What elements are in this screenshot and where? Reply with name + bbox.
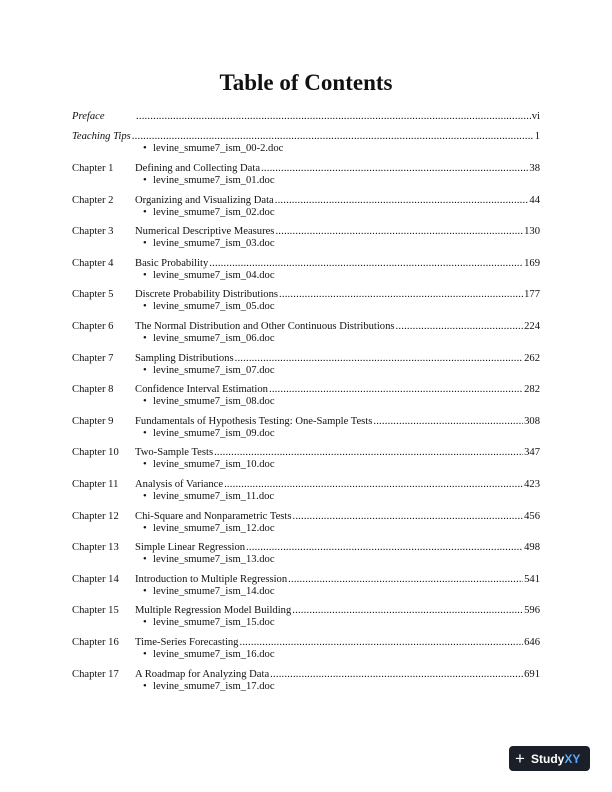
toc-entry-chapter[interactable] [72,163,540,187]
file-list-item [72,491,540,503]
page-number: 177 [524,289,540,300]
leader-dots [373,416,523,428]
file-name: levine_smume7_ism_01.doc [153,175,275,186]
bullet-icon: • [143,554,147,565]
chapter-number: Chapter 14 [72,574,119,585]
toc-entry-preface[interactable] [72,111,540,123]
chapter-title: A Roadmap for Analyzing Data [135,669,270,680]
file-list-item [72,301,540,313]
file-name: levine_smume7_ism_17.doc [153,681,275,692]
file-list-item [72,333,540,345]
toc-entry-chapter[interactable] [72,195,540,219]
file-name: levine_smume7_ism_00-2.doc [153,143,284,154]
file-list-item [72,554,540,566]
bullet-icon: • [143,207,147,218]
toc-entry-chapter[interactable] [72,574,540,598]
leader-dots [235,353,524,365]
leader-dots [269,384,523,396]
file-list-item [72,175,540,187]
leader-dots [209,258,523,270]
chapter-title: The Normal Distribution and Other Continuous Distributions [135,321,395,332]
leader-dots [214,447,523,459]
bullet-icon: • [143,270,147,281]
brand-accent: XY [564,751,581,766]
studyxy-badge[interactable] [509,746,590,771]
page-number: 596 [524,605,540,616]
bullet-icon: • [143,491,147,502]
toc-entry-chapter[interactable] [72,605,540,629]
toc-entry-chapter[interactable] [72,258,540,282]
file-name: levine_smume7_ism_07.doc [153,365,275,376]
toc-entry-chapter[interactable] [72,416,540,440]
file-name: levine_smume7_ism_12.doc [153,523,275,534]
page-number: 423 [524,479,540,490]
chapter-number: Chapter 1 [72,163,114,174]
chapter-number: Chapter 7 [72,353,114,364]
file-name: levine_smume7_ism_02.doc [153,207,275,218]
toc-entry-chapter[interactable] [72,637,540,661]
leader-dots [275,195,529,207]
file-name: levine_smume7_ism_04.doc [153,270,275,281]
chapter-number: Chapter 6 [72,321,114,332]
page-number: 646 [524,637,540,648]
file-list-item [72,586,540,598]
page-number: 224 [524,321,540,332]
page-number: 38 [529,163,540,174]
bullet-icon: • [143,396,147,407]
chapter-title: Basic Probability [135,258,209,269]
leader-dots [224,479,523,491]
page-number: 262 [524,353,540,364]
file-list-item [72,681,540,693]
leader-dots [292,605,523,617]
toc-entry-chapter[interactable] [72,384,540,408]
chapter-title: Simple Linear Regression [135,542,246,553]
toc-entry-chapter[interactable] [72,289,540,313]
chapter-title: Organizing and Visualizing Data [135,195,274,206]
file-name: levine_smume7_ism_03.doc [153,238,275,249]
chapter-number: Chapter 13 [72,542,119,553]
leader-dots [279,289,523,301]
bullet-icon: • [143,333,147,344]
file-list-item [72,207,540,219]
leader-dots [239,637,523,649]
leader-dots [288,574,523,586]
file-list-item [72,143,540,155]
chapter-number: Chapter 5 [72,289,114,300]
chapter-number: Chapter 15 [72,605,119,616]
bullet-icon: • [143,143,147,154]
chapter-number: Chapter 12 [72,511,119,522]
leader-dots [246,542,523,554]
plus-icon: + [515,748,525,768]
toc-entry-teaching-tips[interactable] [72,131,540,155]
file-name: levine_smume7_ism_08.doc [153,396,275,407]
leader-dots [261,163,528,175]
file-name: levine_smume7_ism_13.doc [153,554,275,565]
chapter-title: Sampling Distributions [135,353,234,364]
page-number: 456 [524,511,540,522]
chapter-title: Confidence Interval Estimation [135,384,268,395]
bullet-icon: • [143,617,147,628]
leader-dots [132,131,534,143]
chapter-number: Chapter 11 [72,479,119,490]
toc-entry-chapter[interactable] [72,226,540,250]
leader-dots [292,511,523,523]
chapter-number: Chapter 16 [72,637,119,648]
bullet-icon: • [143,175,147,186]
toc-entry-chapter[interactable] [72,669,540,693]
page-number: 1 [534,131,540,142]
file-name: levine_smume7_ism_09.doc [153,428,275,439]
bullet-icon: • [143,681,147,692]
page-number: 541 [524,574,540,585]
bullet-icon: • [143,586,147,597]
page-number: 44 [529,195,540,206]
chapter-title: Two-Sample Tests [135,447,214,458]
toc-entry-chapter[interactable] [72,321,540,345]
page-number: 130 [524,226,540,237]
file-list-item [72,649,540,661]
file-list-item [72,396,540,408]
bullet-icon: • [143,301,147,312]
bullet-icon: • [143,428,147,439]
chapter-number: Chapter 3 [72,226,114,237]
page-number: 169 [524,258,540,269]
toc-entry-chapter[interactable] [72,353,540,377]
file-name: levine_smume7_ism_14.doc [153,586,275,597]
preface-label: Preface [72,111,105,122]
file-list-item [72,238,540,250]
chapter-title: Introduction to Multiple Regression [135,574,288,585]
file-name: levine_smume7_ism_15.doc [153,617,275,628]
leader-dots [396,321,524,333]
toc-entry-chapter[interactable] [72,479,540,503]
chapter-title: Fundamentals of Hypothesis Testing: One-Sample Tests [135,416,373,427]
leader-dots [275,226,523,238]
chapter-number: Chapter 8 [72,384,114,395]
page-title: Table of Contents [219,70,393,95]
file-list-item [72,523,540,535]
chapter-title: Chi-Square and Nonparametric Tests [135,511,292,522]
file-list-item [72,617,540,629]
page-number: 347 [524,447,540,458]
toc-entry-chapter[interactable] [72,511,540,535]
chapter-number: Chapter 17 [72,669,119,680]
chapter-number: Chapter 4 [72,258,114,269]
leader-dots [270,669,523,681]
bullet-icon: • [143,238,147,249]
leader-dots [136,111,531,123]
chapter-title: Discrete Probability Distributions [135,289,279,300]
chapter-number: Chapter 2 [72,195,114,206]
page-number: vi [531,111,540,122]
chapter-title: Multiple Regression Model Building [135,605,292,616]
chapter-title: Analysis of Variance [135,479,224,490]
file-name: levine_smume7_ism_11.doc [153,491,275,502]
file-list-item [72,459,540,471]
bullet-icon: • [143,649,147,660]
file-list-item [72,428,540,440]
page-number: 691 [524,669,540,680]
file-name: levine_smume7_ism_06.doc [153,333,275,344]
file-list-item [72,365,540,377]
chapter-title: Time-Series Forecasting [135,637,239,648]
brand-main: Study [531,751,565,766]
file-name: levine_smume7_ism_05.doc [153,301,275,312]
file-name: levine_smume7_ism_16.doc [153,649,275,660]
chapter-number: Chapter 10 [72,447,119,458]
page-number: 498 [524,542,540,553]
page-number: 308 [524,416,540,427]
toc-entry-chapter[interactable] [72,542,540,566]
chapter-title: Defining and Collecting Data [135,163,261,174]
toc-entry-chapter[interactable] [72,447,540,471]
bullet-icon: • [143,365,147,376]
file-name: levine_smume7_ism_10.doc [153,459,275,470]
file-list-item [72,270,540,282]
teaching-tips-label: Teaching Tips [72,131,131,142]
bullet-icon: • [143,459,147,470]
chapter-title: Numerical Descriptive Measures [135,226,275,237]
bullet-icon: • [143,523,147,534]
page-number: 282 [524,384,540,395]
chapter-number: Chapter 9 [72,416,114,427]
